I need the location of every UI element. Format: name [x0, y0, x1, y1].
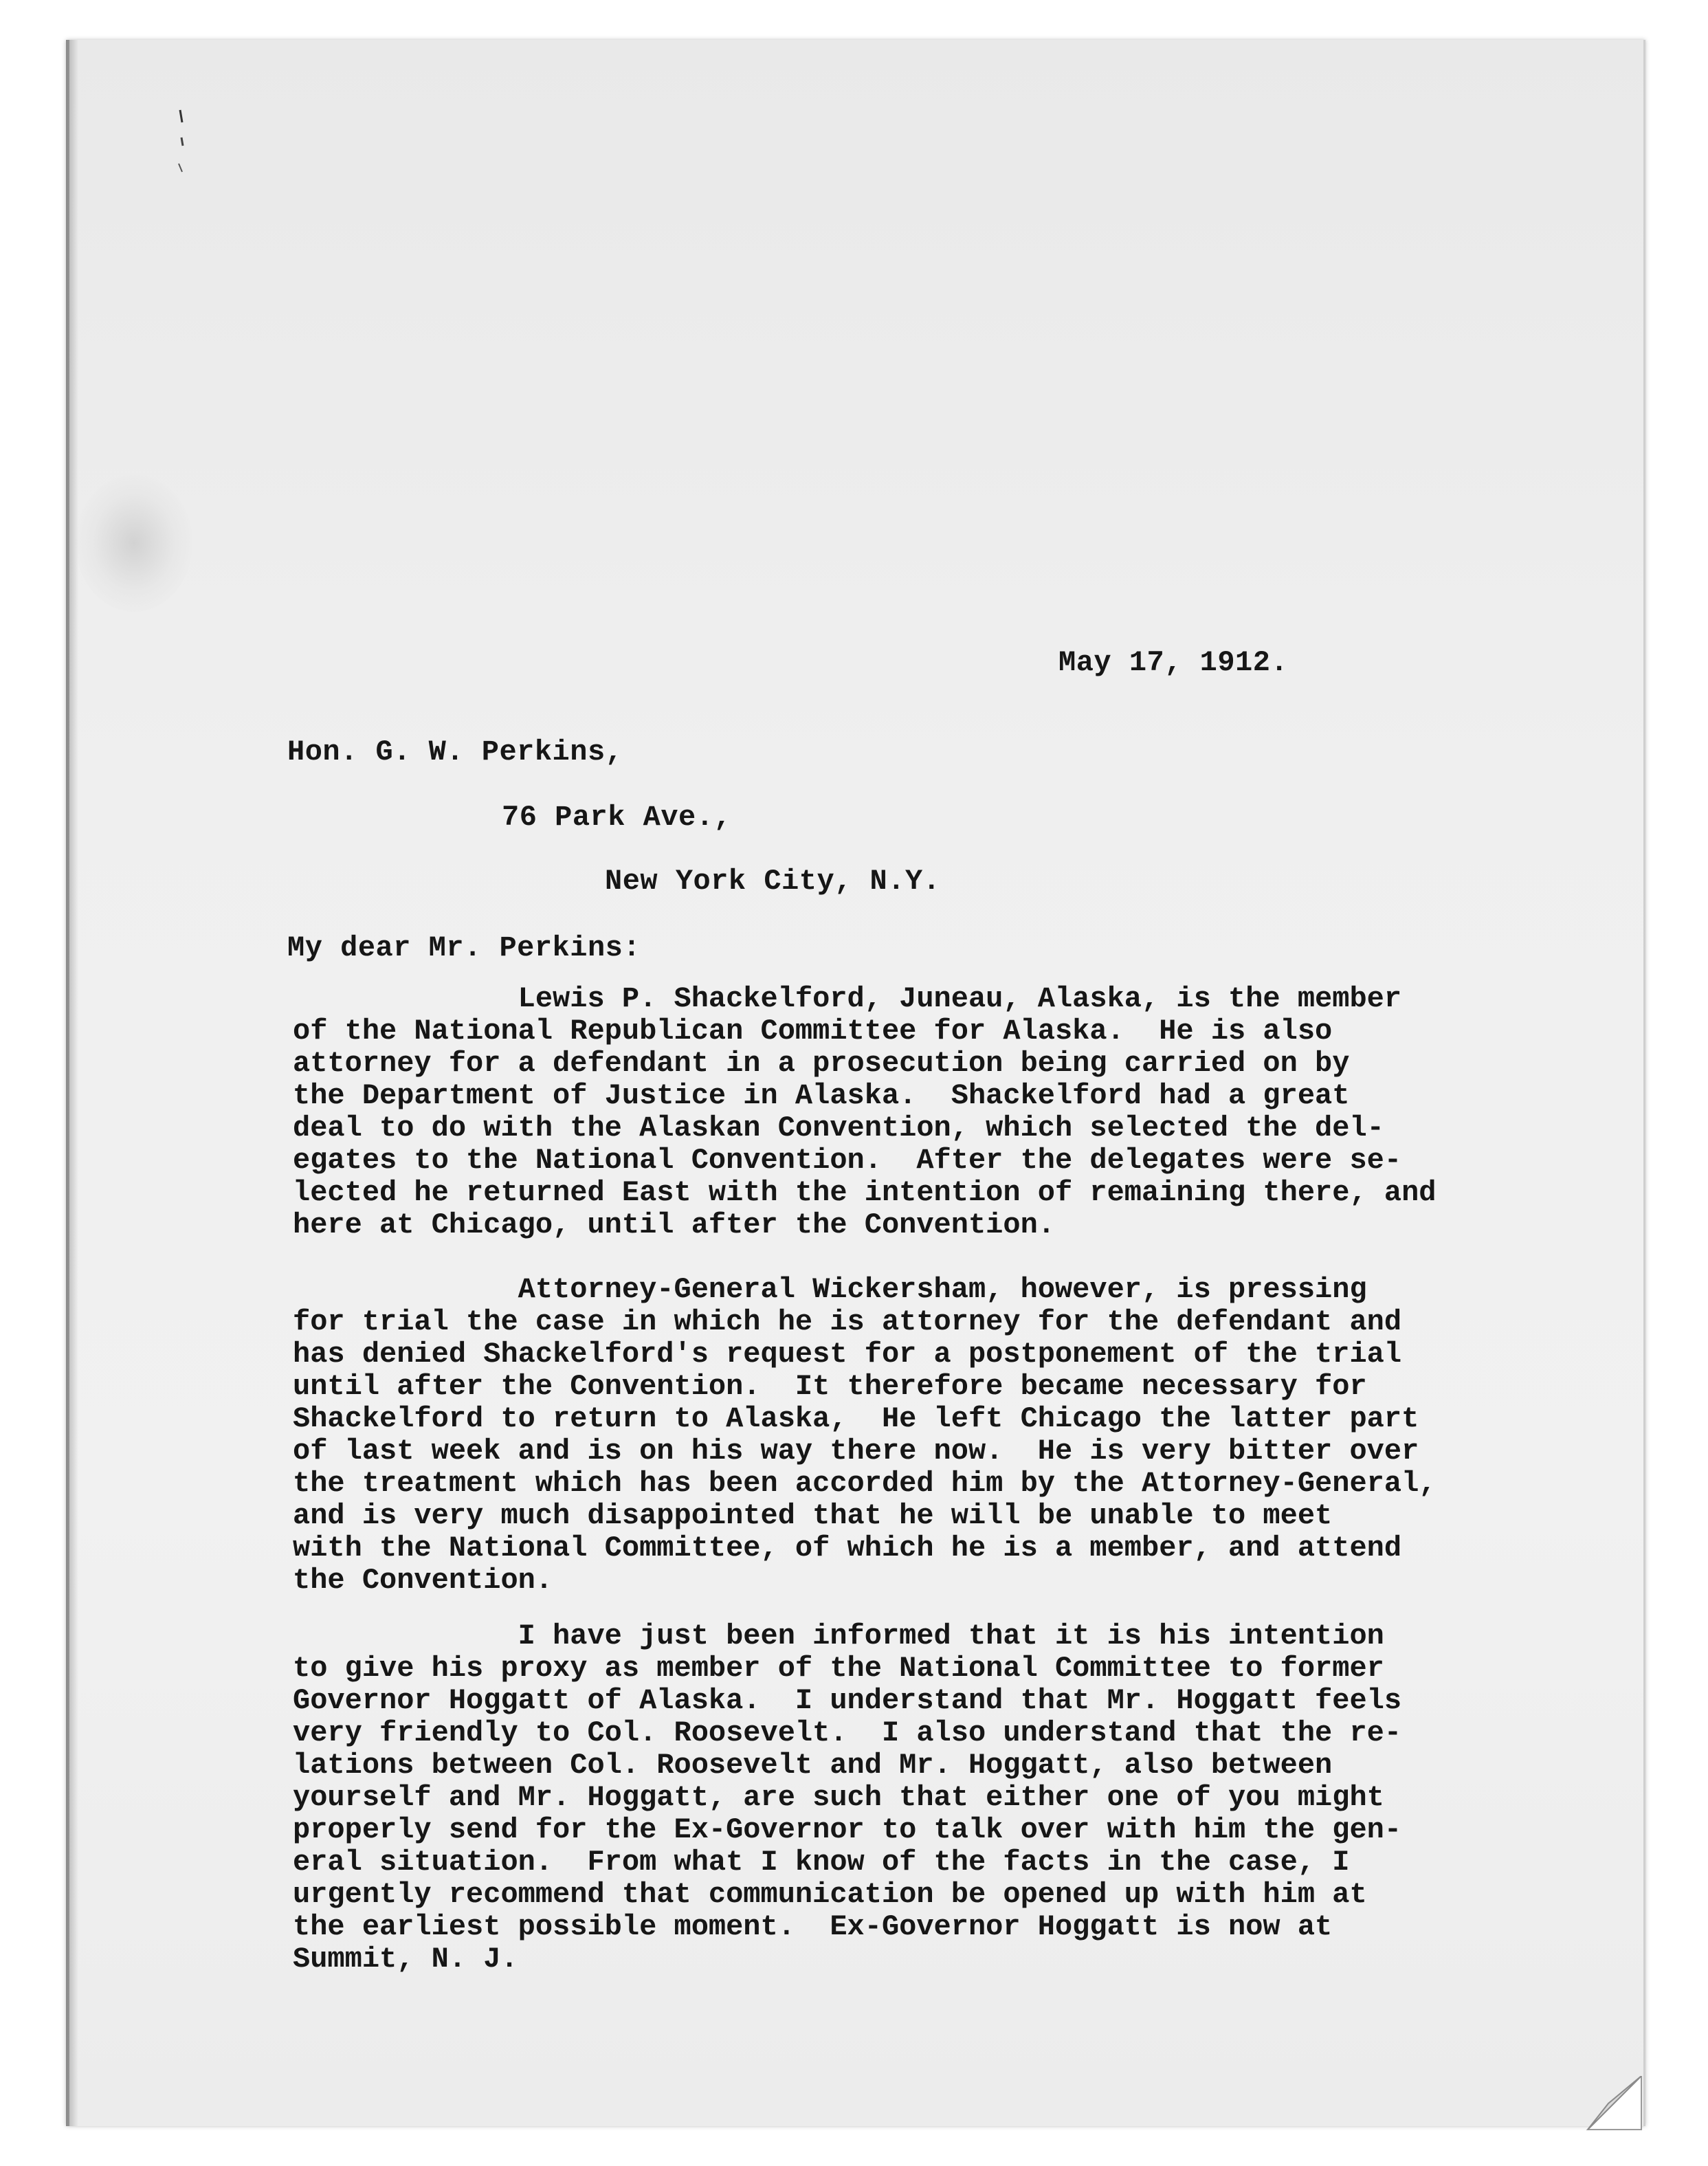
- paragraph-wickersham: Attorney-General Wickersham, however, is pressing for trial the case in which he is attorney for the defendant and has denied Shackelford's request for a postponement of the trial until after the Convention. It therefore became necessary for Shackelford to return to Alaska, He left Chicago the latter part of last week and is on his way there now. He is very bitter over the treatment which has been accorded him by the Attorney-General, and is very much disappointed that he will be unable to meet with the National Committee, of which he is a member, and attend the Convention.: [293, 1273, 1437, 1597]
- recipient-city: New York City, N.Y.: [605, 865, 941, 898]
- salutation: My dear Mr. Perkins:: [287, 931, 641, 964]
- recipient-street: 76 Park Ave.,: [502, 801, 732, 834]
- paragraph-shackelford: Lewis P. Shackelford, Juneau, Alaska, is the member of the National Republican Committee for Alaska. He is also attorney for a defendant in a prosecution being carried on by the Department of Justice in Alaska. Shackelford had a great deal to do with the Alaskan Convention, which selected the del- egates to the National Convention. After the delegates were se- lected he returned East with the intention of remaining there, and here at Chicago, until after the Convention.: [293, 982, 1437, 1241]
- letter-date: May 17, 1912.: [1058, 646, 1289, 679]
- recipient-name: Hon. G. W. Perkins,: [287, 736, 623, 769]
- paragraph-hoggatt: I have just been informed that it is his intention to give his proxy as member of the National Committee to former Governor Hoggatt of Alaska. I understand that Mr. Hoggatt feels very friendly to Col. Roosevelt. I also understand that the re- lations between Col. Roosevelt and Mr. Hoggatt, also between yourself and Mr. Hoggatt, are such that either one of you might properly send for the Ex-Governor to talk over with him the gen- eral situation. From what I know of the facts in the case, I urgently recommend that communication be opened up with him at the earliest possible moment. Ex-Governor Hoggatt is now at Summit, N. J.: [293, 1620, 1402, 1976]
